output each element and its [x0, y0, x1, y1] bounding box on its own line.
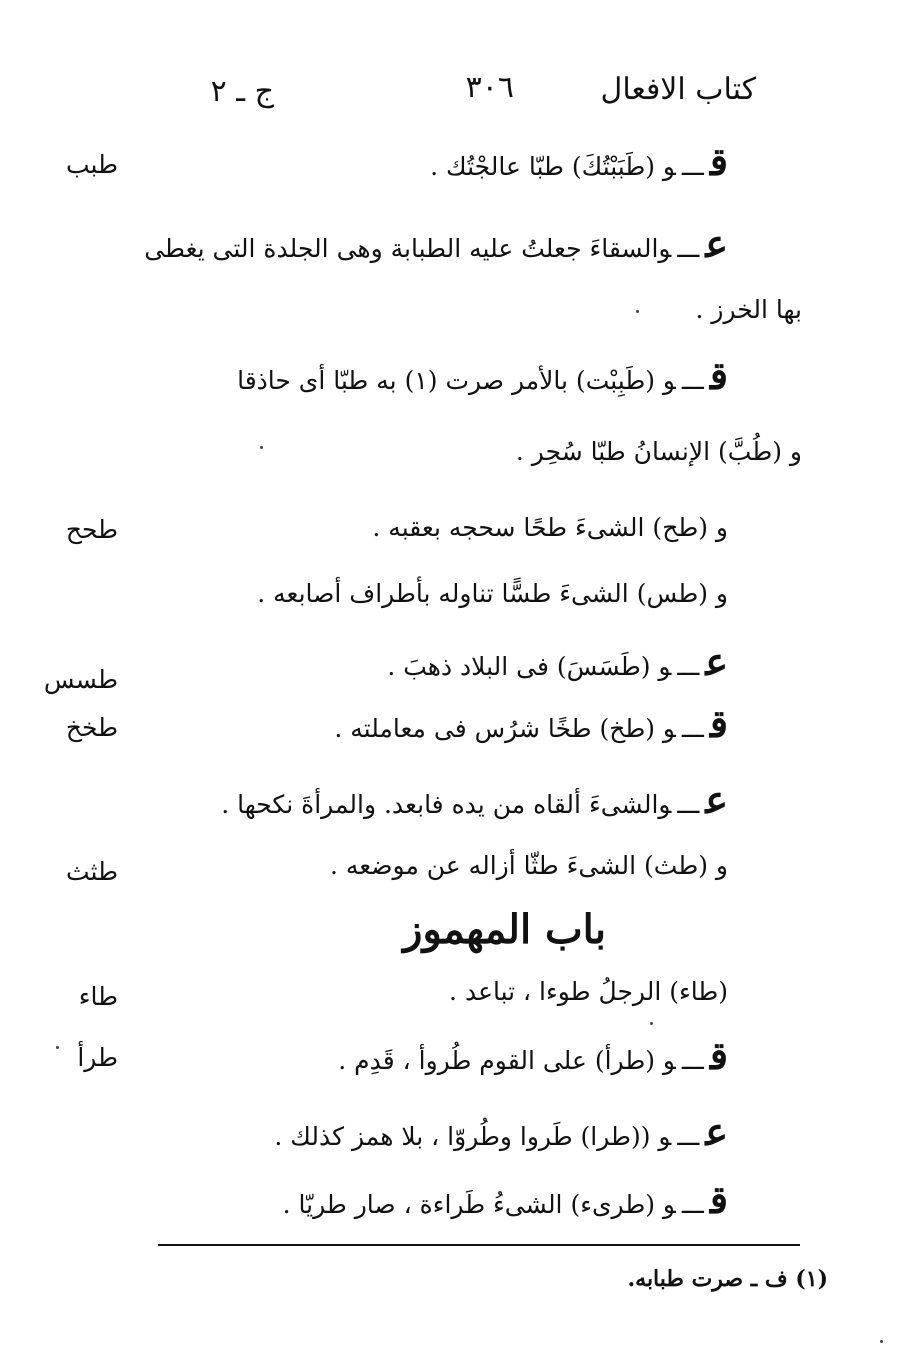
- footnote: (١) ف ـ صرت طبابه.: [627, 1266, 828, 1292]
- entry-line: [274, 1109, 728, 1157]
- entry-text: و (طث) الشىءَ طثّا أزاله عن موضعه .: [329, 851, 728, 880]
- dash: ـــ: [677, 234, 700, 263]
- entry-line: [237, 353, 728, 401]
- entry-line: [430, 139, 728, 187]
- entry-text: والشىءَ ألقاه من يده فابعد. والمرأةَ نكحها .: [221, 790, 672, 819]
- entry-line: [144, 221, 728, 269]
- entry-text: و (طَسَسَ) فى البلاد ذهبَ .: [387, 652, 672, 681]
- dash: ـــ: [681, 1046, 704, 1075]
- dash: ـــ: [677, 1122, 700, 1151]
- scan-speck: [56, 1046, 59, 1049]
- entry-text: و (طَبِبْت) بالأمر صرت (١) به طبّا أى حاذقا: [237, 366, 676, 395]
- entry-text: بها الخرز .: [695, 295, 802, 324]
- scan-speck: [880, 1340, 883, 1343]
- margin-root: طثث: [66, 857, 118, 886]
- scan-speck: [260, 446, 263, 449]
- margin-root: طاء: [78, 982, 118, 1011]
- dash: ـــ: [681, 714, 704, 743]
- entry-text: و ((طرا) طَروا وطُروّا ، بلا همز كذلك .: [274, 1122, 672, 1151]
- source-marker: ع: [705, 221, 728, 266]
- margin-root: طرأ: [77, 1043, 118, 1072]
- dash: ـــ: [677, 652, 700, 681]
- entry-line: [449, 972, 728, 1012]
- entry-text: و (طس) الشىءَ طسًّا تناوله بأطراف أصابعه .: [257, 579, 728, 608]
- dash: ـــ: [681, 152, 704, 181]
- source-marker: ق: [709, 1177, 728, 1222]
- source-marker: ع: [705, 777, 728, 822]
- source-marker: ق: [709, 701, 728, 746]
- entry-text: (طاء) الرجلُ طوءا ، تباعد .: [449, 977, 728, 1006]
- source-marker: ع: [705, 639, 728, 684]
- margin-root: طخخ: [65, 713, 118, 742]
- scan-speck: [650, 1022, 653, 1025]
- entry-line: [334, 701, 728, 749]
- entry-line: [257, 574, 728, 614]
- book-title: كتاب الافعال: [600, 72, 756, 107]
- section-title: باب المهموز: [403, 906, 606, 953]
- scan-speck: [636, 310, 639, 313]
- entry-line: [282, 1177, 728, 1225]
- entry-line: [330, 846, 728, 886]
- margin-root: طبب: [66, 150, 118, 179]
- footnote-rule: [158, 1244, 800, 1246]
- entry-text: و (طرىء) الشىءُ طَراءة ، صار طريّا .: [282, 1190, 676, 1219]
- margin-root: طسس: [43, 665, 118, 694]
- entry-text: و (طح) الشىءَ طحًا سحجه بعقبه .: [372, 513, 728, 542]
- entry-line: [221, 777, 728, 825]
- entry-line: [387, 639, 728, 687]
- entry-text: و (طَبَبْتُكَ) طبّا عالجْتُك .: [430, 152, 676, 181]
- margin-root: طحح: [65, 515, 118, 544]
- entry-text: والسقاءَ جعلتُ عليه الطبابة وهى الجلدة التى يغطى: [144, 234, 672, 263]
- entry-text: و (طخ) طخًا شرُس فى معاملته .: [334, 714, 676, 743]
- entry-text: و (طرأ) على القوم طُروأ ، قَدِم .: [338, 1046, 676, 1075]
- dash: ـــ: [681, 1190, 704, 1219]
- source-marker: ق: [709, 353, 728, 398]
- source-marker: ق: [709, 139, 728, 184]
- page-number: ٣٠٦: [465, 70, 514, 105]
- entry-line: [338, 1033, 728, 1081]
- source-marker: ق: [709, 1033, 728, 1078]
- entry-line: [695, 290, 802, 330]
- volume-label: ج ـ ٢: [210, 74, 274, 109]
- entry-text: و (طُبَّ) الإنسانُ طبّا سُحِر .: [515, 437, 802, 466]
- entry-line: [516, 432, 802, 472]
- entry-line: [372, 508, 728, 548]
- source-marker: ع: [705, 1109, 728, 1154]
- dash: ـــ: [677, 790, 700, 819]
- dash: ـــ: [681, 366, 704, 395]
